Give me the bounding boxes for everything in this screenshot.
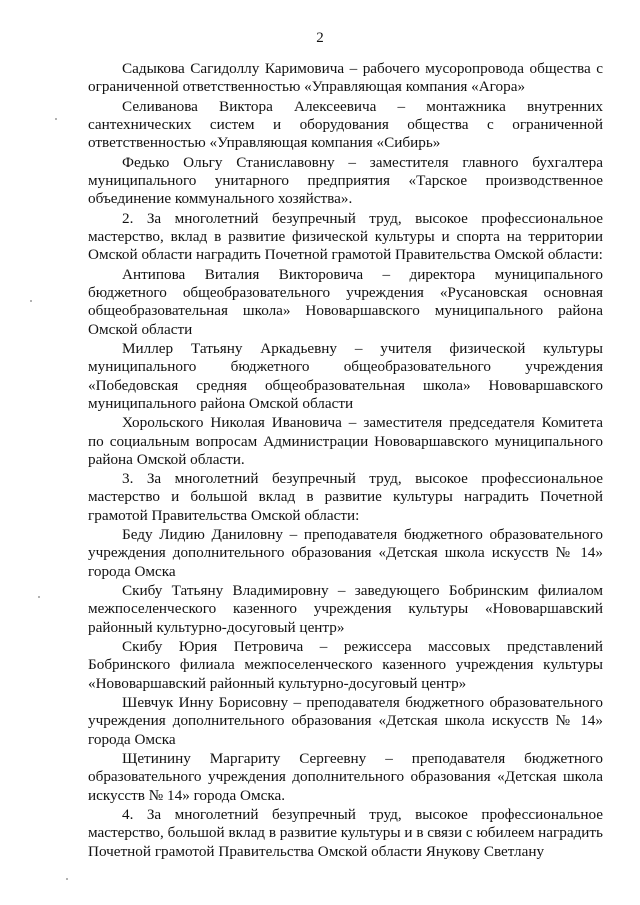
paragraph-shevchuk: Шевчук Инну Борисовну – преподавателя бюджетного образовательного учреждения дополнительного образования «Детская школа искусств № 14» города Омска [88,694,603,748]
scan-speck [30,300,32,302]
document-body [88,60,603,862]
paragraph-skiba-tatyana: Скибу Татьяну Владимировну – заведующего Бобринским филиалом межпоселенческого казенного учреждения культуры «Нововаршавский районный культурно-досуговый центр» [88,582,603,636]
paragraph-antipov: Антипова Виталия Викторовича – директора муниципального бюджетного общеобразовательного учреждения «Русановская основная общеобразовательная школа» Нововаршавского муниципального района Омской области [88,265,603,338]
paragraph-shchetinina: Щетинину Маргариту Сергеевну – преподавателя бюджетного образовательного учреждения дополнительного образования «Детская школа искусств № 14» города Омска. [88,750,603,804]
scan-speck [66,878,68,880]
paragraph-section-4: 4. За многолетний безупречный труд, высокое профессиональное мастерство, большой вклад в развитие культуры и в связи с юбилеем наградить Почетной грамотой Правительства Омской области Янукову Светлану [88,806,603,860]
page-number: 2 [316,30,324,46]
paragraph-fedko: Федько Ольгу Станиславовну – заместителя главного бухгалтера муниципального унитарного предприятия «Тарское производственное объединение коммунального хозяйства». [88,153,603,208]
paragraph-section-3: 3. За многолетний безупречный труд, высокое профессиональное мастерство и большой вклад в развитие культуры наградить Почетной грамотой Правительства Омской области: [88,470,603,524]
paragraph-section-2: 2. За многолетний безупречный труд, высокое профессиональное мастерство, вклад в развитие физической культуры и спорта на территории Омской области наградить Почетной грамотой Правительства Омской области: [88,209,603,264]
scan-speck [38,596,40,598]
paragraph-miller: Миллер Татьяну Аркадьевну – учителя физической культуры муниципального бюджетного общеобразовательного учреждения «Победовская средняя общеобразовательная школа» Нововаршавского муниципального района Омской области [88,339,603,412]
paragraph-beda: Беду Лидию Даниловну – преподавателя бюджетного образовательного учреждения дополнительного образования «Детская школа искусств № 14» города Омска [88,526,603,580]
scan-speck [55,118,57,120]
paragraph-selivanov: Селиванова Виктора Алексеевича – монтажника внутренних сантехнических систем и оборудования общества с ограниченной ответственностью «Управляющая компания «Сибирь» [88,97,603,152]
paragraph-khorolsky: Хорольского Николая Ивановича – заместителя председателя Комитета по социальным вопросам Администрации Нововаршавского муниципального района Омской области. [88,414,603,468]
paragraph-sadykov: Садыкова Сагидоллу Каримовича – рабочего мусоропровода общества с ограниченной ответственностью «Управляющая компания «Агора» [88,60,603,96]
paragraph-skiba-yuri: Скибу Юрия Петровича – режиссера массовых представлений Бобринского филиала межпоселенческого казенного учреждения культуры «Нововаршавский районный культурно-досуговый центр» [88,638,603,692]
